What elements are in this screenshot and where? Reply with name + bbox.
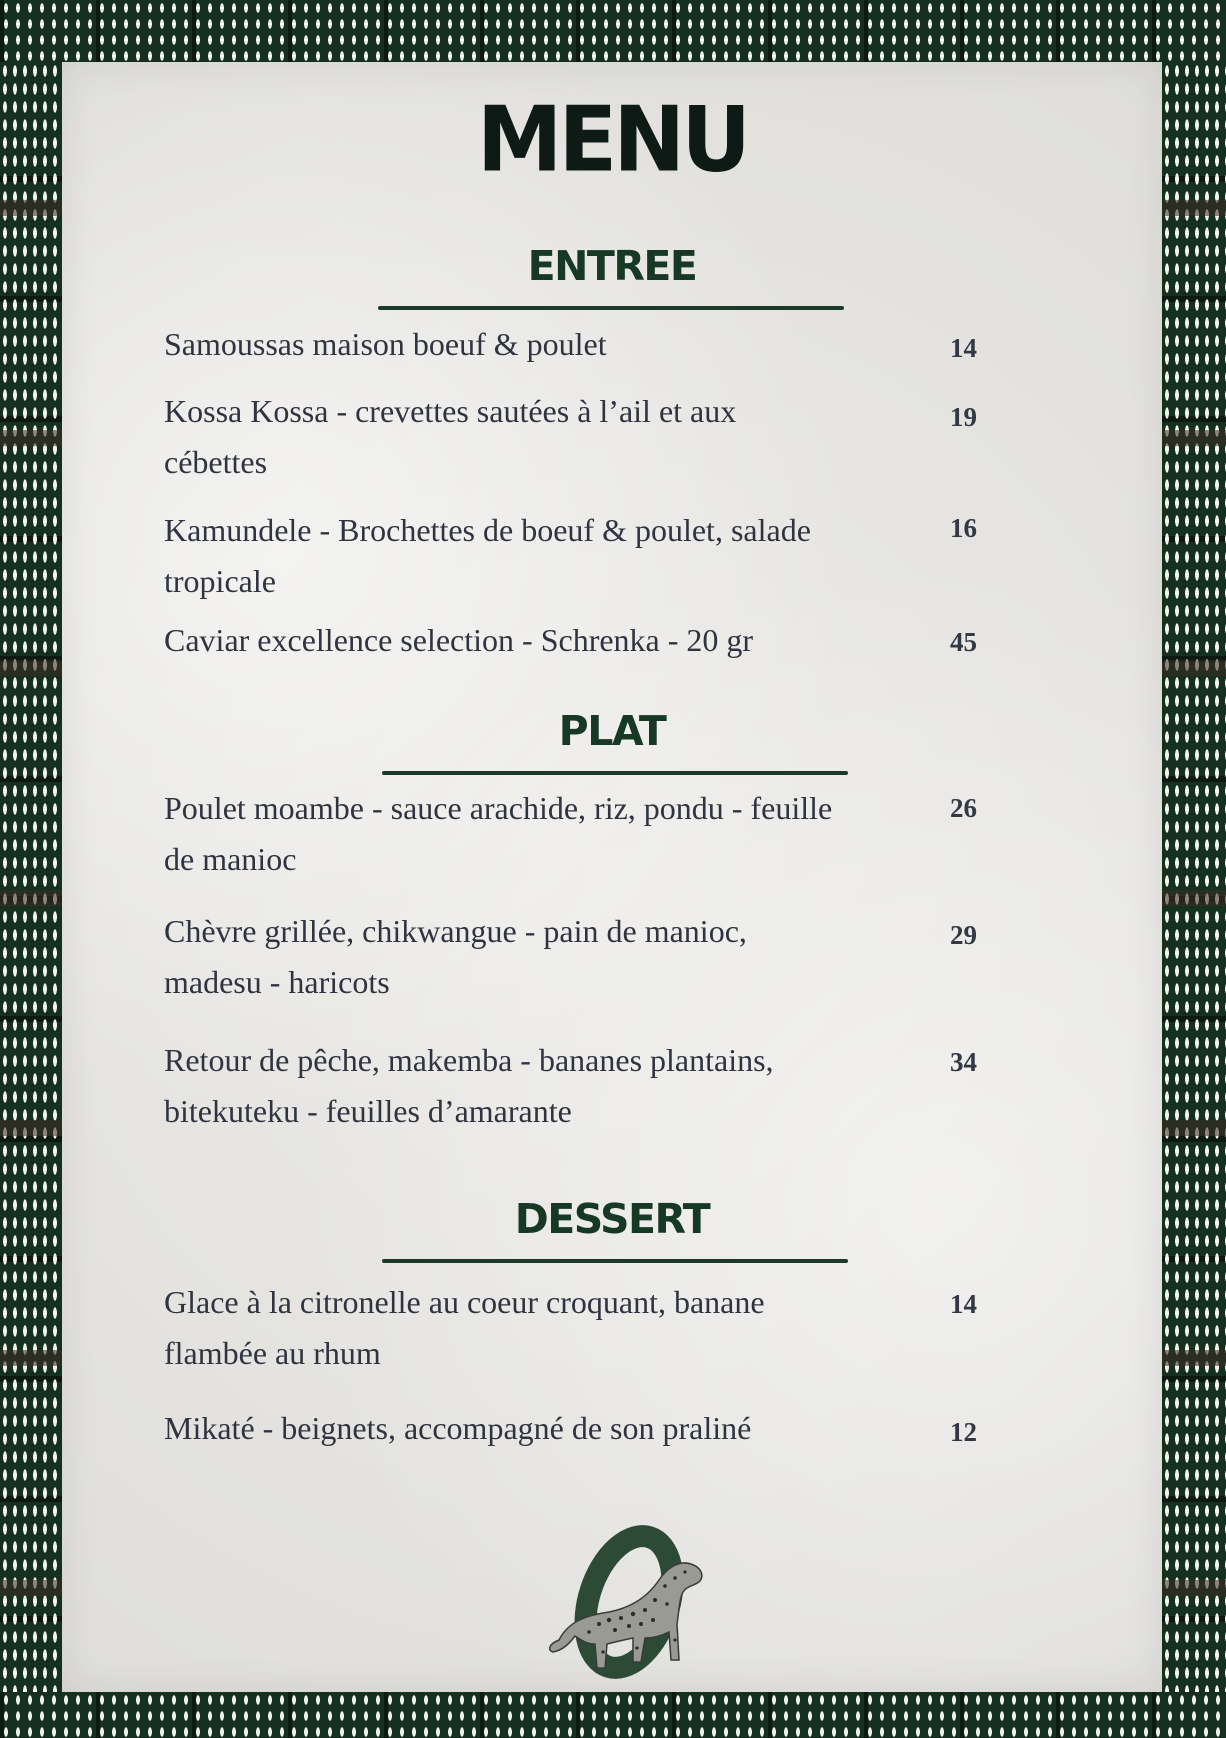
section-rule xyxy=(378,306,844,310)
menu-item xyxy=(164,1277,1064,1379)
menu-item xyxy=(164,615,1064,666)
item-name: Chèvre grillée, chikwangue - pain de manioc, madesu - haricots xyxy=(164,913,747,1000)
item-price: 19 xyxy=(950,402,977,432)
item-price: 14 xyxy=(950,1289,977,1319)
item-name: Poulet moambe - sauce arachide, riz, pondu - feuille de manioc xyxy=(164,790,833,877)
menu-title: MENU xyxy=(476,87,748,193)
item-name: Mikaté - beignets, accompagné de son praliné xyxy=(164,1410,752,1446)
section-title-entree: ENTREE xyxy=(527,242,697,290)
menu-item xyxy=(164,1403,1064,1454)
item-name: Kamundele - Brochettes de boeuf & poulet, salade tropicale xyxy=(164,512,811,599)
leopard-emblem-icon xyxy=(529,1520,729,1680)
pattern-border-left xyxy=(0,62,62,1692)
item-price: 29 xyxy=(950,920,977,950)
menu-item xyxy=(164,505,1064,607)
item-name: Caviar excellence selection - Schrenka - 20 gr xyxy=(164,622,754,658)
menu-item xyxy=(164,906,1064,1008)
section-rule xyxy=(382,1259,848,1263)
menu-item xyxy=(164,319,1064,370)
item-price: 34 xyxy=(950,1047,977,1077)
item-name: Glace à la citronelle au coeur croquant, banane flambée au rhum xyxy=(164,1284,765,1371)
pattern-border-right xyxy=(1162,62,1226,1692)
item-price: 12 xyxy=(950,1417,977,1447)
item-price: 14 xyxy=(950,333,977,363)
menu-item xyxy=(164,1035,1064,1137)
pattern-border-bottom xyxy=(0,1692,1226,1738)
item-price: 16 xyxy=(950,513,977,543)
item-price: 45 xyxy=(950,627,977,657)
item-name: Samoussas maison boeuf & poulet xyxy=(164,326,607,362)
item-name: Kossa Kossa - crevettes sautées à l’ail et aux cébettes xyxy=(164,393,737,480)
menu-item xyxy=(164,386,1064,488)
item-name: Retour de pêche, makemba - bananes plantains, bitekuteku - feuilles d’amarante xyxy=(164,1042,774,1129)
pattern-border-top xyxy=(0,0,1226,62)
section-title-plat: PLAT xyxy=(558,707,666,755)
menu-paper xyxy=(62,62,1162,1692)
item-price: 26 xyxy=(950,793,977,823)
section-title-dessert: DESSERT xyxy=(514,1195,710,1243)
section-rule xyxy=(382,771,848,775)
menu-item xyxy=(164,783,1064,885)
